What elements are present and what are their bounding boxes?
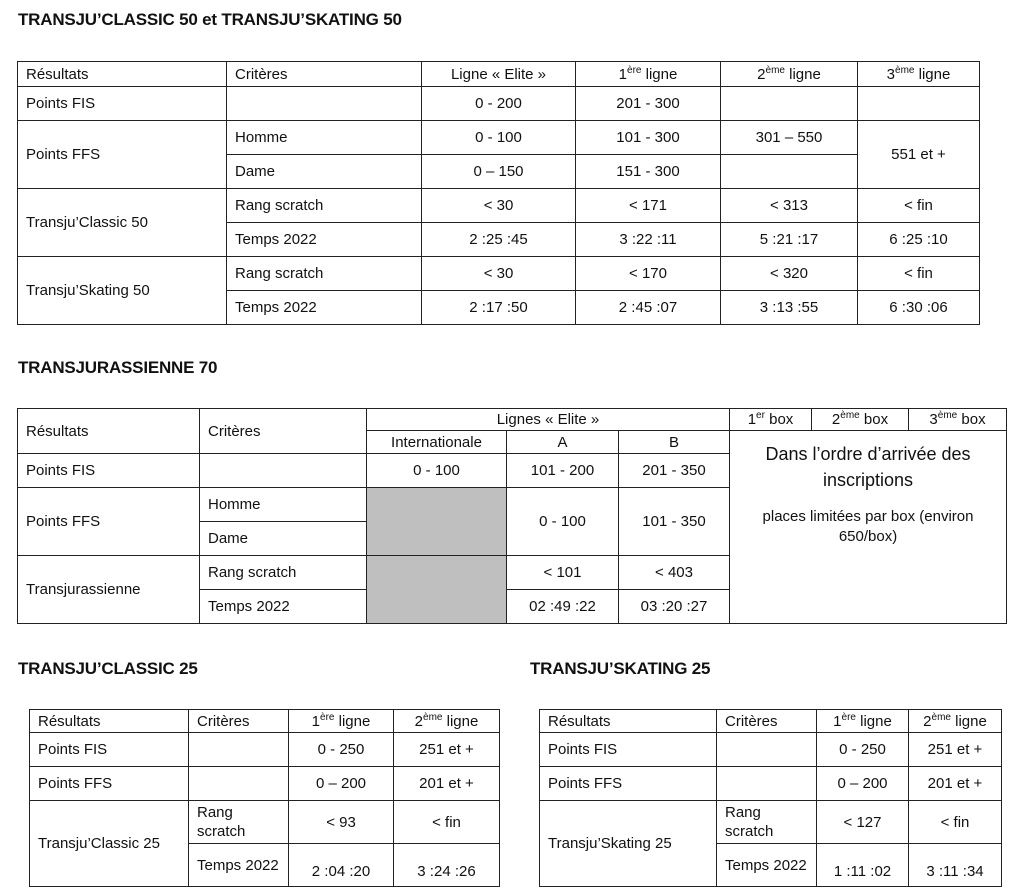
cell-fis-l1: 201 - 300: [576, 87, 721, 121]
header-3eme-ligne: 3ème ligne: [858, 62, 980, 87]
row-label-transjurassienne: Transjurassienne: [18, 556, 200, 624]
cell-skating-temps-l3: 6 :30 :06: [858, 291, 980, 325]
header-1ere-ligne: 1ère ligne: [576, 62, 721, 87]
criteria-rang-scratch: Rang scratch: [189, 801, 289, 844]
criteria-homme: Homme: [227, 121, 422, 155]
criteria-rang-scratch: Rang scratch: [227, 189, 422, 223]
header-2eme-ligne: 2ème ligne: [909, 710, 1002, 733]
cell-classic-rang-elite: < 30: [422, 189, 576, 223]
cell-skating-rang-l3: < fin: [858, 257, 980, 291]
cell-fis-internationale: 0 - 100: [367, 454, 507, 488]
row-label-points-ffs: Points FFS: [540, 767, 717, 801]
cell-empty: [189, 733, 289, 767]
cell-rang-a: < 101: [507, 556, 619, 590]
cell-rang-l1: < 127: [817, 801, 909, 844]
header-2eme-ligne: 2ème ligne: [394, 710, 500, 733]
cell-ffs-l2: 201 et +: [394, 767, 500, 801]
cell-temps-l2: 3 :24 :26: [394, 844, 500, 887]
header-criteres: Critères: [200, 409, 367, 454]
cell-homme-elite: 0 - 100: [422, 121, 576, 155]
cell-skating-temps-l2: 3 :13 :55: [721, 291, 858, 325]
criteria-temps-2022: Temps 2022: [200, 590, 367, 624]
cell-empty: [200, 454, 367, 488]
header-resultats: Résultats: [30, 710, 189, 733]
header-2eme-ligne: 2ème ligne: [721, 62, 858, 87]
cell-fis-b: 201 - 350: [619, 454, 730, 488]
cell-classic-rang-l2: < 313: [721, 189, 858, 223]
cell-skating-rang-l2: < 320: [721, 257, 858, 291]
table-transju-skating-25: [539, 709, 1002, 887]
cell-classic-temps-l1: 3 :22 :11: [576, 223, 721, 257]
box-note-sub: places limitées par box (environ 650/box): [762, 508, 974, 545]
table-transjurassienne-70: [17, 408, 1007, 624]
cell-rang-l2: < fin: [394, 801, 500, 844]
criteria-temps-2022: Temps 2022: [717, 844, 817, 887]
cell-classic-temps-elite: 2 :25 :45: [422, 223, 576, 257]
box-note-main: Dans l’ordre d’arrivée des inscriptions: [765, 444, 971, 490]
cell-fis-l1: 0 - 250: [817, 733, 909, 767]
row-label-transju-skating-50: Transju’Skating 50: [18, 257, 227, 325]
cell-temps-l2: 3 :11 :34: [909, 844, 1002, 887]
cell-fis-elite: 0 - 200: [422, 87, 576, 121]
cell-fis-l2: 251 et +: [394, 733, 500, 767]
header-1ere-ligne: 1ère ligne: [289, 710, 394, 733]
cell-ffs-b: 101 - 350: [619, 488, 730, 556]
table-transju-50: [17, 61, 980, 325]
criteria-dame: Dame: [200, 522, 367, 556]
row-label-points-ffs: Points FFS: [18, 488, 200, 556]
section-title-transju-skating-25: TRANSJU’SKATING 25: [530, 659, 711, 678]
header-b: B: [619, 431, 730, 454]
header-3eme-box: 3ème box: [909, 409, 1007, 431]
header-ligne-elite: Ligne « Elite »: [422, 62, 576, 87]
cell-classic-temps-l3: 6 :25 :10: [858, 223, 980, 257]
row-label-points-fis: Points FIS: [18, 87, 227, 121]
cell-empty: [717, 767, 817, 801]
cell-dame-elite: 0 – 150: [422, 155, 576, 189]
cell-skating-temps-l1: 2 :45 :07: [576, 291, 721, 325]
cell-empty: [227, 87, 422, 121]
row-label-transju-skating-25: Transju’Skating 25: [540, 801, 717, 887]
cell-skating-temps-elite: 2 :17 :50: [422, 291, 576, 325]
header-resultats: Résultats: [18, 409, 200, 454]
header-lignes-elite: Lignes « Elite »: [367, 409, 730, 431]
header-resultats: Résultats: [540, 710, 717, 733]
cell-classic-rang-l3: < fin: [858, 189, 980, 223]
cell-rang-b: < 403: [619, 556, 730, 590]
cell-fis-a: 101 - 200: [507, 454, 619, 488]
criteria-rang-scratch: Rang scratch: [227, 257, 422, 291]
cell-temps-l1: 1 :11 :02: [817, 844, 909, 887]
cell-temps-a: 02 :49 :22: [507, 590, 619, 624]
cell-dame-l1: 151 - 300: [576, 155, 721, 189]
table-transju-classic-25: [29, 709, 500, 887]
section-title-transjurassienne-70: TRANSJURASSIENNE 70: [18, 358, 218, 377]
criteria-rang-scratch: Rang scratch: [200, 556, 367, 590]
row-label-transju-classic-50: Transju’Classic 50: [18, 189, 227, 257]
row-label-points-ffs: Points FFS: [30, 767, 189, 801]
header-internationale: Internationale: [367, 431, 507, 454]
header-2eme-box: 2ème box: [812, 409, 909, 431]
cell-empty: [721, 155, 858, 189]
cell-classic-rang-l1: < 171: [576, 189, 721, 223]
cell-fis-l2: 251 et +: [909, 733, 1002, 767]
criteria-temps-2022: Temps 2022: [227, 291, 422, 325]
row-label-points-fis: Points FIS: [30, 733, 189, 767]
cell-empty: [721, 87, 858, 121]
section-title-transju-classic-25: TRANSJU’CLASSIC 25: [18, 659, 198, 678]
header-criteres: Critères: [717, 710, 817, 733]
cell-empty: [717, 733, 817, 767]
row-label-points-fis: Points FIS: [540, 733, 717, 767]
box-note: [730, 431, 1007, 624]
header-1ere-ligne: 1ère ligne: [817, 710, 909, 733]
cell-ffs-l1: 0 – 200: [289, 767, 394, 801]
row-label-points-ffs: Points FFS: [18, 121, 227, 189]
cell-temps-b: 03 :20 :27: [619, 590, 730, 624]
cell-empty: [189, 767, 289, 801]
row-label-transju-classic-25: Transju’Classic 25: [30, 801, 189, 887]
cell-temps-l1: 2 :04 :20: [289, 844, 394, 887]
criteria-temps-2022: Temps 2022: [227, 223, 422, 257]
cell-gray: [367, 556, 507, 624]
criteria-dame: Dame: [227, 155, 422, 189]
cell-empty: [858, 87, 980, 121]
header-a: A: [507, 431, 619, 454]
row-label-points-fis: Points FIS: [18, 454, 200, 488]
criteria-homme: Homme: [200, 488, 367, 522]
cell-ffs-l3: 551 et +: [858, 121, 980, 189]
header-criteres: Critères: [189, 710, 289, 733]
cell-rang-l1: < 93: [289, 801, 394, 844]
header-resultats: Résultats: [18, 62, 227, 87]
cell-ffs-a: 0 - 100: [507, 488, 619, 556]
cell-classic-temps-l2: 5 :21 :17: [721, 223, 858, 257]
cell-fis-l1: 0 - 250: [289, 733, 394, 767]
header-1er-box: 1er box: [730, 409, 812, 431]
cell-ffs-l1: 0 – 200: [817, 767, 909, 801]
cell-ffs-l2: 201 et +: [909, 767, 1002, 801]
cell-rang-l2: < fin: [909, 801, 1002, 844]
cell-homme-l1: 101 - 300: [576, 121, 721, 155]
criteria-temps-2022: Temps 2022: [189, 844, 289, 887]
section-title-transju-50: TRANSJU’CLASSIC 50 et TRANSJU’SKATING 50: [18, 10, 402, 29]
cell-gray: [367, 488, 507, 556]
header-criteres: Critères: [227, 62, 422, 87]
cell-homme-l2: 301 – 550: [721, 121, 858, 155]
cell-skating-rang-elite: < 30: [422, 257, 576, 291]
cell-skating-rang-l1: < 170: [576, 257, 721, 291]
criteria-rang-scratch: Rang scratch: [717, 801, 817, 844]
